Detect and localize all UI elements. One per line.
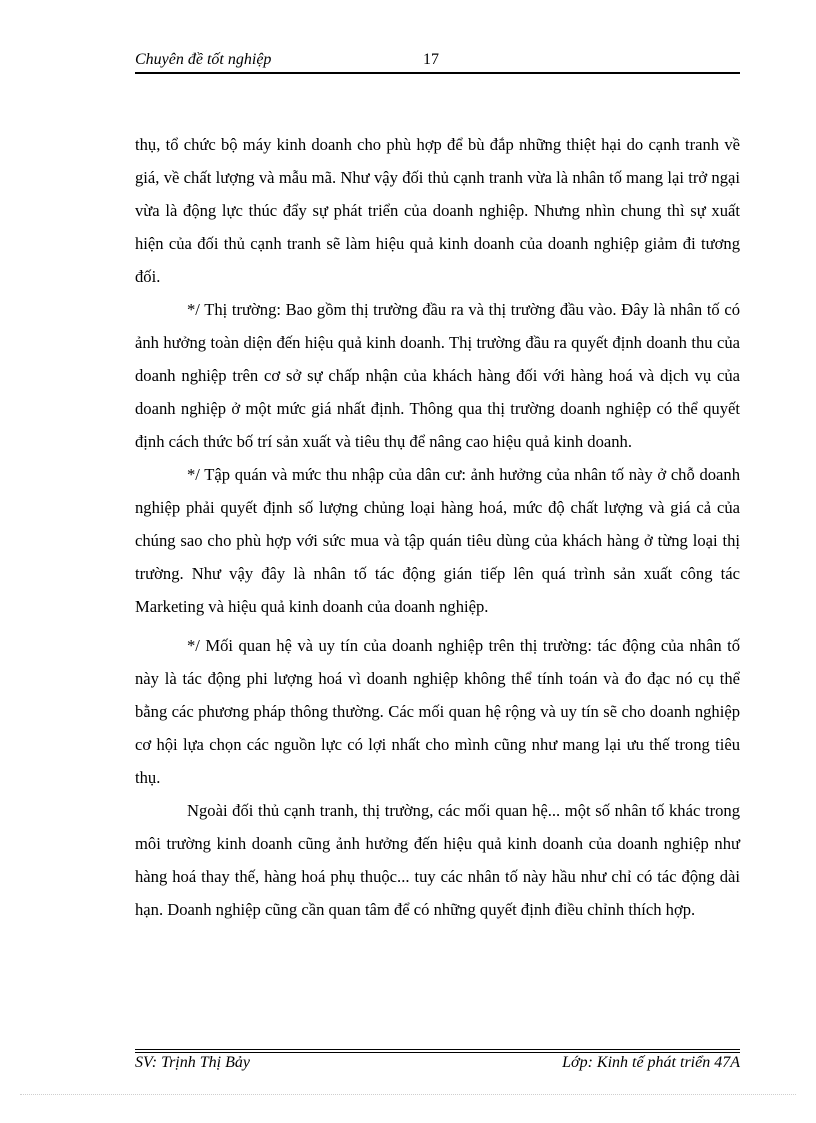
page-edge-divider — [20, 1094, 796, 1095]
paragraph-customs-income: */ Tập quán và mức thu nhập của dân cư: ảnh hưởng của nhân tố này ở chỗ doanh nghiệp phải quyết định số lượng chủng loại hàng hoá, mức độ chất lượng và giá cả của chúng sao cho phù hợp với sức mua và tập quán tiêu dùng của khách hàng ở từng loại thị trường. Như vậy đây là nhân tố tác động gián tiếp lên quá trình sản xuất công tác Marketing và hiệu quả kinh doanh của doanh nghiệp. — [135, 465, 740, 616]
main-content — [135, 128, 740, 926]
page-footer — [135, 1054, 740, 1078]
paragraph-other-factors: Ngoài đối thủ cạnh tranh, thị trường, các mối quan hệ... một số nhân tố khác trong môi trường kinh doanh cũng ảnh hưởng đến hiệu quả kinh doanh của doanh nghiệp như hàng hoá thay thế, hàng hoá phụ thuộc... tuy các nhân tố này hầu như chỉ có tác động dài hạn. Doanh nghiệp cũng cần quan tâm để có những quyết định điều chỉnh thích hợp. — [135, 801, 740, 919]
document-title: Chuyên đề tốt nghiệp — [135, 51, 272, 68]
student-name: SV: Trịnh Thị Bảy — [135, 1054, 250, 1071]
paragraph-continuation: thụ, tổ chức bộ máy kinh doanh cho phù hợp để bù đắp những thiệt hại do cạnh tranh về giá, về chất lượng và mẫu mã. Như vậy đối thủ cạnh tranh vừa là nhân tố mang lại trở ngại vừa là động lực thúc đẩy sự phát triển của doanh nghiệp. Nhưng nhìn chung thì sự xuất hiện của đối thủ cạnh tranh sẽ làm hiệu quả kinh doanh của doanh nghiệp giảm đi tương đối. — [135, 135, 740, 286]
paragraph-relations-reputation: */ Mối quan hệ và uy tín của doanh nghiệp trên thị trường: tác động của nhân tố này là tác động phi lượng hoá vì doanh nghiệp không thể tính toán và đo đạc nó cụ thể bằng các phương pháp thông thường. Các mối quan hệ rộng và uy tín sẽ cho doanh nghiệp cơ hội lựa chọn các nguồn lực có lợi nhất cho mình cũng như mang lại ưu thế trong tiêu thụ. — [135, 636, 740, 787]
page-number: 17 — [423, 51, 439, 68]
page-header — [135, 48, 740, 74]
paragraph-market: */ Thị trường: Bao gồm thị trường đầu ra và thị trường đầu vào. Đây là nhân tố có ảnh hưởng toàn diện đến hiệu quả kinh doanh. Thị trường đầu ra quyết định doanh thu của doanh nghiệp trên cơ sở sự chấp nhận của khách hàng đối với hàng hoá và dịch vụ của doanh nghiệp ở một mức giá nhất định. Thông qua thị trường doanh nghiệp có thể quyết định cách thức bố trí sản xuất và tiêu thụ để nâng cao hiệu quả kinh doanh. — [135, 300, 740, 451]
class-name: Lớp: Kinh tế phát triển 47A — [562, 1054, 740, 1071]
footer-divider — [135, 1049, 740, 1053]
